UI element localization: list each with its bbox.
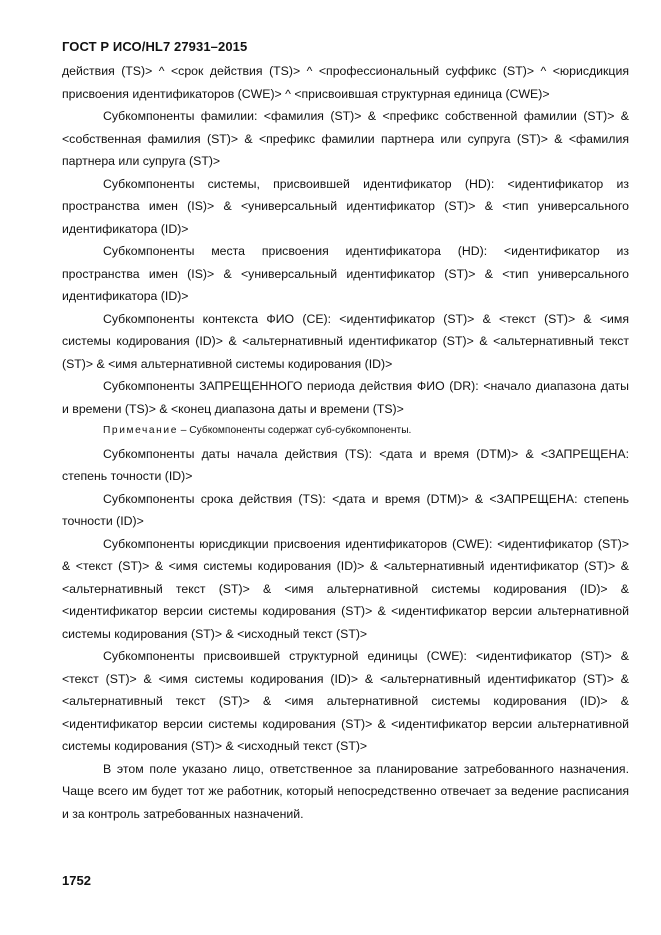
paragraph-jurisdiction-subcomponents: Субкомпоненты юрисдикции присвоения идентификаторов (CWE): <идентификатор (ST)> & <текст (ST)> & <имя системы кодирования (ID)> & <альтернативный идентификатор (ST)> & <альтернативный текст (ST)> & <имя альтернативной системы кодирования (ID)> & <идентификатор версии системы кодирования (ST)> & <идентификатор версии альтернативной системы кодирования (ST)> & <исходный текст (ST)> [62, 536, 629, 641]
paragraph-surname-subcomponents: Субкомпоненты фамилии: <фамилия (ST)> & <префикс собственной фамилии (ST)> & <собственная фамилия (ST)> & <префикс фамилии партнера или супруга (ST)> & <фамилия партнера или супруга (ST)> [62, 109, 629, 168]
paragraph-assigning-system-subcomponents: Субкомпоненты системы, присвоившей идентификатор (HD): <идентификатор из пространства имен (IS)> & <универсальный идентификатор (ST)> & <тип универсального идентификатора (ID)> [62, 176, 629, 236]
note [62, 420, 629, 443]
note-text: – Субкомпоненты содержат суб-субкомпоненты. [177, 425, 412, 436]
paragraph-name-context-subcomponents: Субкомпоненты контекста ФИО (CE): <идентификатор (ST)> & <текст (ST)> & <имя системы кодирования (ID)> & <альтернативный идентификатор (ST)> & <альтернативный текст (ST)> & <имя альтернативной системы кодирования (ID)> [62, 311, 629, 371]
paragraph-name-validity-range-subcomponents: Субкомпоненты ЗАПРЕЩЕННОГО периода действия ФИО (DR): <начало диапазона даты и времени (TS)> & <конец диапазона даты и времени (TS)> [62, 379, 629, 416]
page-number: 1752 [62, 873, 91, 888]
paragraph-continuation: действия (TS)> ^ <срок действия (TS)> ^ <профессиональный суффикс (ST)> ^ <юрисдикция присвоения идентификаторов (CWE)> ^ <присвоившая структурная единица (CWE)> [62, 64, 629, 101]
paragraph-assigning-unit-subcomponents: Субкомпоненты присвоившей структурной единицы (CWE): <идентификатор (ST)> & <текст (ST)> & <имя системы кодирования (ID)> & <альтернативный идентификатор (ST)> & <альтернативный текст (ST)> & <имя альтернативной системы кодирования (ID)> & <идентификатор версии системы кодирования (ST)> & <идентификатор версии альтернативной системы кодирования (ST)> & <исходный текст (ST)> [62, 649, 629, 753]
paragraph-assigning-facility-subcomponents: Субкомпоненты места присвоения идентификатора (HD): <идентификатор из пространства имен (IS)> & <универсальный идентификатор (ST)> & <тип универсального идентификатора (ID)> [62, 244, 629, 303]
paragraph-effective-date-subcomponents: Субкомпоненты даты начала действия (TS): <дата и время (DTM)> & <ЗАПРЕЩЕНА: степень точности (ID)> [62, 446, 629, 483]
note-label: Примечание [103, 425, 178, 436]
paragraph-expiration-date-subcomponents: Субкомпоненты срока действия (TS): <дата и время (DTM)> & <ЗАПРЕЩЕНА: степень точности (ID)> [62, 491, 629, 528]
body-text [62, 60, 629, 825]
paragraph-field-description: В этом поле указано лицо, ответственное за планирование затребованного назначения. Чаще всего им будет тот же работник, который непосредственно отвечает за ведение расписания и за контроль затребованных назначений. [62, 761, 629, 821]
standard-header: ГОСТ Р ИСО/HL7 27931–2015 [62, 39, 248, 54]
